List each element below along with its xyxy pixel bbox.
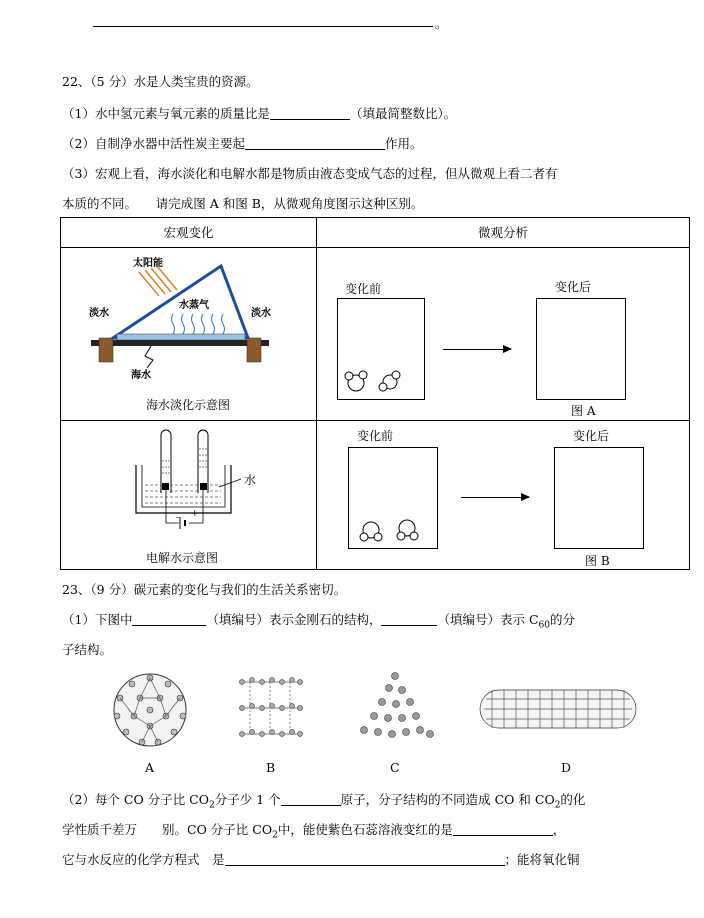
q22-part3-line1: （3）宏观上看，海水淡化和电解水都是物质由液态变成气态的过程，但从微观上看二者有 — [62, 166, 558, 181]
arrow-a — [443, 349, 511, 350]
q23-part1-line2: 子结构。 — [62, 642, 113, 657]
battery-plus: + — [191, 509, 199, 519]
desalination-caption: 海水淡化示意图 — [146, 398, 231, 412]
battery-minus: - — [176, 513, 180, 523]
figure-a-after-box[interactable] — [536, 298, 626, 400]
label-c: C — [390, 760, 400, 775]
structure-a-fullerene — [114, 674, 186, 746]
q23-part2-line2: 学性质千差万 别。CO 分子比 $CO_2$中，能使紫色石蕊溶液变红的是 ， — [62, 822, 566, 841]
structure-b-graphite — [240, 678, 303, 737]
electrolysis-cell — [61, 421, 317, 570]
header-micro: 微观分析 — [317, 218, 690, 248]
q22-part2: （2）自制净水器中活性炭主要起 作用。 — [62, 136, 423, 151]
structure-d-nanotube — [480, 690, 636, 728]
q22-part1: （1）水中氢元素与氧元素的质量比是 （填最简整数比）。 — [62, 106, 457, 121]
figure-b-before-label: 变化前 — [357, 429, 394, 443]
sun-label: 太阳能 — [133, 258, 163, 269]
figure-b-caption: 图 B — [585, 554, 610, 568]
water-label: 水 — [244, 473, 257, 487]
q23-blank-litmus[interactable] — [453, 822, 553, 836]
q22-blank-1[interactable] — [270, 106, 350, 120]
vapor-label: 水蒸气 — [179, 300, 209, 311]
figure-a-after-label: 变化后 — [555, 280, 592, 294]
desalination-cell — [61, 248, 317, 421]
q23-part1: （1）下图中 （填编号）表示金刚石的结构， （填编号）表示 $C_{60}$的分 — [62, 612, 575, 631]
figure-a-before-label: 变化前 — [345, 282, 382, 296]
figure-b-before-box — [348, 447, 438, 549]
arrow-b — [461, 497, 529, 498]
figure-a-before-box — [337, 298, 425, 400]
header-macro: 宏观变化 — [61, 218, 317, 248]
figure-b-cell — [317, 421, 690, 570]
q23-blank-diamond[interactable] — [132, 612, 206, 626]
figure-a-cell — [317, 248, 690, 421]
label-b: B — [266, 760, 276, 775]
q22-part3-line2: 本质的不同。 请完成图 A 和图 B，从微观角度图示这种区别。 — [62, 196, 424, 211]
label-d: D — [561, 760, 572, 775]
q23-part2-line1: （2）每个 CO 分子比 $CO_2$分子少 1 个 原子，分子结构的不同造成 CO 和 $CO_2$的化 — [62, 792, 586, 811]
electrolysis-diagram — [61, 421, 316, 569]
q22-table — [60, 217, 690, 570]
q22-blank-2[interactable] — [245, 136, 385, 150]
q22-title: 22、（5 分）水是人类宝贵的资源。 — [62, 74, 259, 89]
q23-blank-c60[interactable] — [381, 612, 437, 626]
electrolysis-caption: 电解水示意图 — [146, 551, 219, 565]
figure-b-after-label: 变化后 — [573, 429, 610, 443]
carbon-structures — [100, 668, 660, 748]
label-a: A — [145, 760, 155, 775]
sea-water-label: 海水 — [131, 370, 151, 381]
q23-title: 23、（9 分）碳元素的变化与我们的生活关系密切。 — [62, 582, 347, 597]
figure-a-caption: 图 A — [571, 404, 596, 418]
q23-part2-line3: 它与水反应的化学方程式 是 ；能将氧化铜 — [62, 852, 580, 867]
fresh-water-right: 淡水 — [251, 308, 271, 319]
desalination-diagram — [61, 248, 316, 420]
answer-line-top[interactable] — [93, 26, 433, 27]
fresh-water-left: 淡水 — [89, 308, 109, 319]
q23-blank-equation[interactable] — [225, 852, 505, 866]
period-mark: 。 — [435, 16, 448, 31]
molecule-group-a — [338, 299, 424, 399]
q23-blank-atom[interactable] — [281, 792, 341, 806]
molecule-group-b — [349, 448, 437, 548]
structure-c-diamond — [361, 673, 434, 738]
figure-b-after-box[interactable] — [554, 447, 644, 549]
